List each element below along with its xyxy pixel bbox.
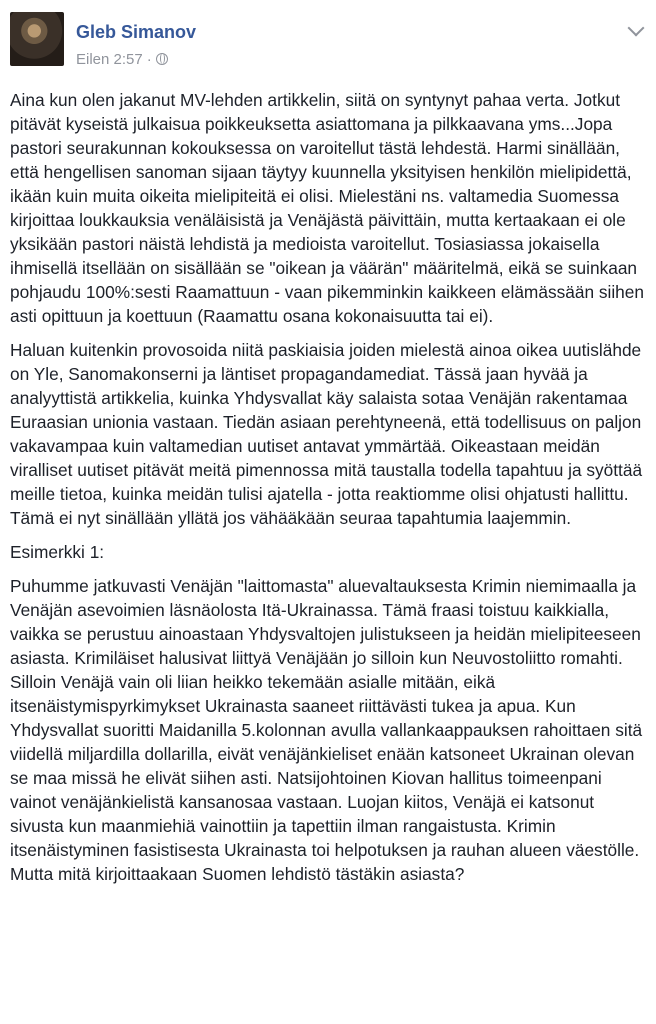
author-name[interactable]: Gleb Simanov: [76, 22, 197, 42]
chevron-down-icon[interactable]: [628, 20, 645, 37]
post-paragraph-3: Esimerkki 1:: [10, 542, 105, 562]
post-timestamp[interactable]: Eilen 2:57: [76, 51, 143, 68]
avatar[interactable]: [10, 12, 64, 66]
post-paragraph-4: Puhumme jatkuvasti Venäjän "laittomasta" aluevaltauksesta Krimin niemimaalla ja Venäjän asevoimien läsnäolosta Itä-Ukrainassa. Tämä fraasi toistuu kaikkialla, vaikka se perustuu ainoastaan Yhdysvaltojen julistukseen ja heidän mielipiteeseen asiasta. Krimiläiset halusivat liittyä Venäjään jo silloin kun Neuvostoliitto romahti. Silloin Venäjä vain oli liian heikko tekemään asialle mitään, eikä itsenäistymispyrkimykset Ukrainasta saaneet riittävästi tukea ja apua. Kun Yhdysvallat suoritti Maidanilla 5.kolonnan avulla vallankaappauksen rahoittaen sitä viidellä miljardilla dollarilla, eivät venäjänkieliset enään katsoneet Ukrainan olevan se maa missä he elivät siihen asti. Natsijohtoinen Kiovan hallitus toimeenpani vainot venäjänkielistä kansanosaa vastaan. Luojan kiitos, Venäjä ei katsonut sivusta kun maanmiehiä vainottiin ja tapettiin ilman rangaistusta. Krimin itsenäistyminen fasistisesta Ukrainasta toi helpotuksen ja rauhan alueen väestölle. Mutta mitä kirjoittaakaan Suomen lehdistö tästäkin asiasta?: [10, 576, 643, 884]
post-paragraph-1: Aina kun olen jakanut MV-lehden artikkelin, siitä on syntynyt pahaa verta. Jotkut pitävät kyseistä julkaisua poikkeuksetta asiattomana ja pilkkaavana yms...Jopa pastori seurakunnan kokouksessa on varoitellut tästä lehdestä. Harmi sinällään, että hengellisen sanoman sijaan täytyy kuunnella yksityisen henkilön mielipidettä, ikään kuin muita oikeita mielipiteitä ei olisi. Mielestäni ns. valtamedia Suomessa kirjoittaa loukkauksia venäläisistä ja Venäjästä päivittäin, mutta kertaakaan ei ole yksikään pastori näistä lehdistä ja medioista varoitellut. Tosiasiassa jokaisella ihmisellä itsellään on sisällään se "oikean ja väärän" määritelmä, eikä se suinkaan pohjaudu 100%:sesti Raamattuun - vaan pikemminkin kaikkeen elämässään siihen asti opittuun ja koettuun (Raamattu osana kokonaisuutta tai ei).: [10, 90, 645, 326]
post-body: [10, 88, 650, 896]
post-meta: [76, 51, 168, 68]
meta-separator: ·: [146, 51, 152, 68]
post-paragraph-2: Haluan kuitenkin provosoida niitä paskiaisia joiden mielestä ainoa oikea uutislähde on Yle, Sanomakonserni ja läntiset propagandamediat. Tässä jaan hyvää ja analyyttistä artikkelia, kuinka Yhdysvallat käy salaista sotaa Venäjän rakentamaa Euraasian unionia vastaan. Tiedän asiaan perehtyneenä, että todellisuus on paljon vakavampaa kuin valtamedian uutiset antavat ymmärtää. Oikeastaan meidän viralliset uutiset pitävät meitä pimennossa mitä taustalla todella tapahtuu ja syöttää meille tietoa, kuinka meidän tulisi ajatella - jotta reaktiomme olisi ohjatusti hallittu. Tämä ei nyt sinällään yllätä jos vähääkään seuraa tapahtumia laajemmin.: [10, 340, 643, 528]
post-header: [10, 8, 646, 72]
globe-icon[interactable]: [156, 53, 168, 65]
